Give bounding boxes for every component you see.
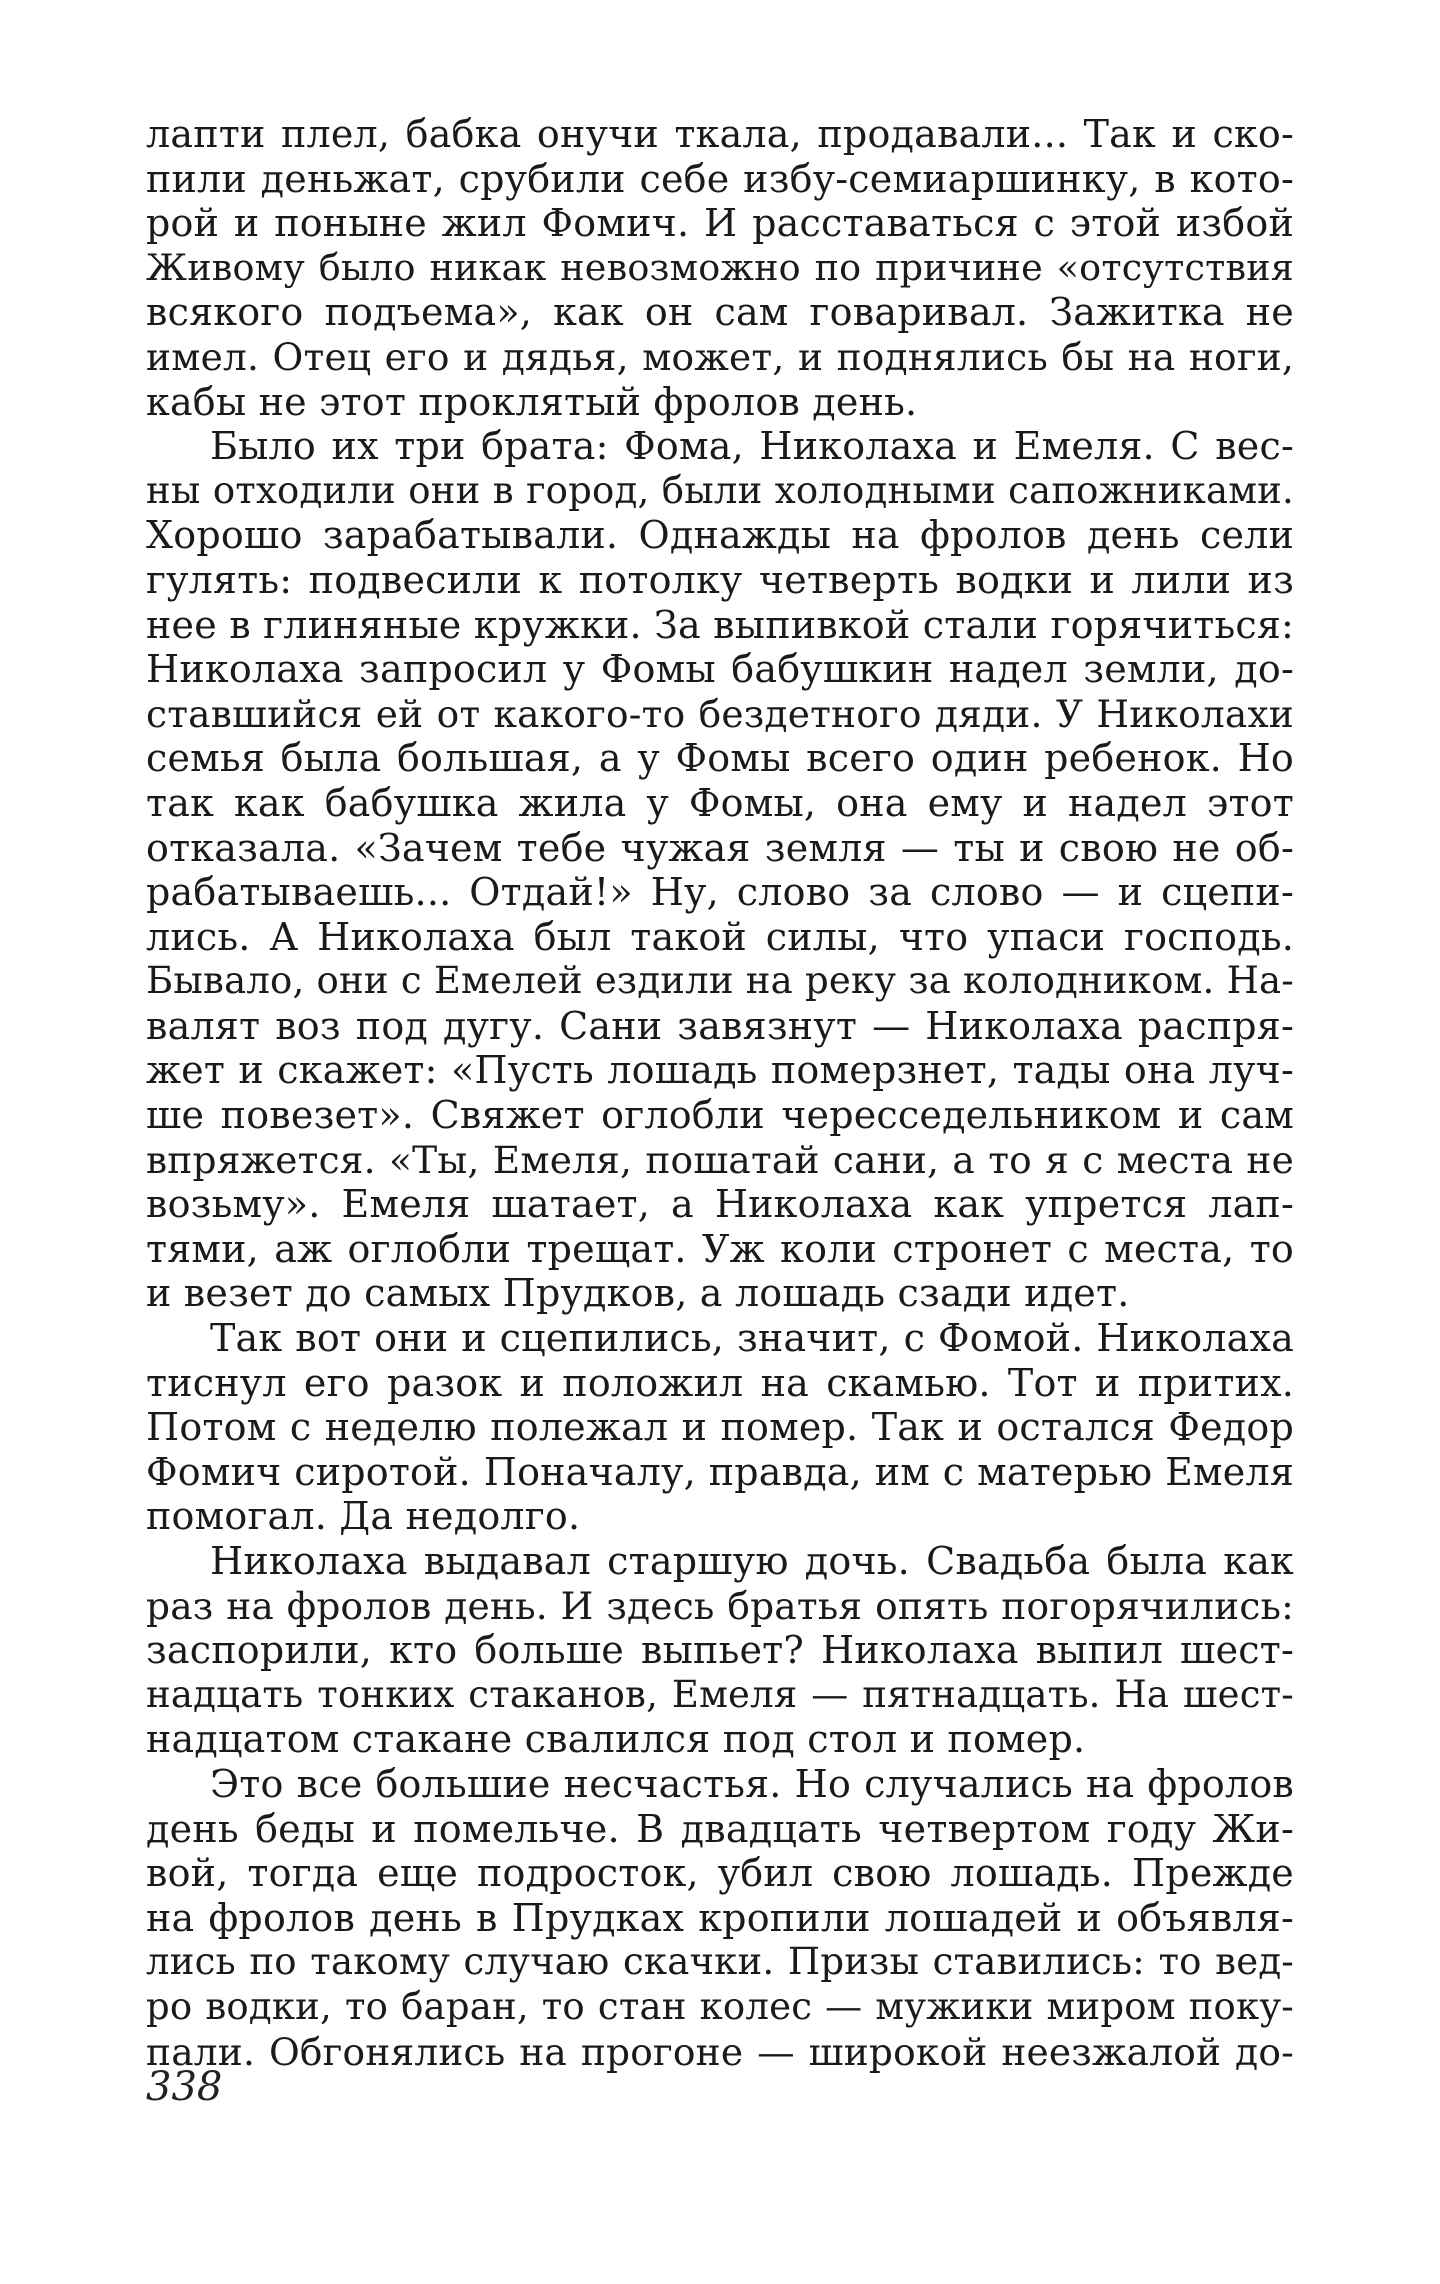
page-number: 338 xyxy=(146,2064,223,2110)
text-line: вой, тогда еще подросток, убил свою лошадь. Прежде xyxy=(146,1851,1294,1896)
text-line: раз на фролов день. И здесь братья опять погорячились: xyxy=(146,1583,1294,1628)
text-line: Это все большие несчастья. Но случались на фролов xyxy=(210,1761,1294,1806)
text-line: заспорили, кто больше выпьет? Николаха выпил шест- xyxy=(146,1628,1294,1673)
text-line: Так вот они и сцепились, значит, с Фомой. Николаха xyxy=(210,1316,1294,1361)
text-line: тями, аж оглобли трещат. Уж коли стронет с места, то xyxy=(146,1226,1294,1271)
text-line: лись. А Николаха был такой силы, что упаси господь. xyxy=(146,914,1294,959)
text-line: жет и скажет: «Пусть лошадь померзнет, тады она луч- xyxy=(146,1048,1294,1093)
text-line: Фомич сиротой. Поначалу, правда, им с матерью Емеля xyxy=(146,1449,1294,1494)
text-line: Хорошо зарабатывали. Однажды на фролов день сели xyxy=(146,513,1294,558)
text-line: на фролов день в Прудках кропили лошадей и объявля- xyxy=(146,1895,1294,1940)
text-line: валят воз под дугу. Сани завязнут — Николаха распря- xyxy=(146,1003,1294,1048)
text-line: нее в глиняные кружки. За выпивкой стали горячиться: xyxy=(146,602,1294,647)
text-line: Было их три брата: Фома, Николаха и Емеля. С вес- xyxy=(210,424,1294,469)
text-line: надцатом стакане свалился под стол и помер. xyxy=(146,1717,1086,1762)
text-line: и везет до самых Прудков, а лошадь сзади идет. xyxy=(146,1271,1130,1316)
text-line: рой и поныне жил Фомич. И расставаться с этой избой xyxy=(146,201,1294,246)
text-line: всякого подъема», как он сам говаривал. Зажитка не xyxy=(146,290,1294,335)
text-line: гулять: подвесили к потолку четверть водки и лили из xyxy=(146,557,1294,602)
text-line: ше повезет». Свяжет оглобли чересседельником и сам xyxy=(146,1093,1294,1138)
text-line: Бывало, они с Емелей ездили на реку за колодником. На- xyxy=(146,959,1294,1003)
text-line: семья была большая, а у Фомы всего один ребенок. Но xyxy=(146,736,1294,781)
text-line: надцать тонких стаканов, Емеля — пятнадцать. На шест- xyxy=(146,1672,1294,1716)
text-line: тиснул его разок и положил на скамью. Тот и притих. xyxy=(146,1360,1294,1405)
text-line: ро водки, то баран, то стан колес — мужики миром поку- xyxy=(146,1984,1294,2028)
text-line: пали. Обгонялись на прогоне — широкой неезжалой до- xyxy=(146,2029,1294,2074)
text-line: ны отходили они в город, были холодными сапожниками. xyxy=(146,468,1294,512)
text-line: возьму». Емеля шатает, а Николаха как упрется лап- xyxy=(146,1182,1294,1227)
body-text xyxy=(146,112,1294,2074)
text-line: так как бабушка жила у Фомы, она ему и надел этот xyxy=(146,780,1294,825)
text-line: день беды и помельче. В двадцать четвертом году Жи- xyxy=(146,1806,1294,1851)
text-line: лапти плел, бабка онучи ткала, продавали... Так и ско- xyxy=(146,112,1294,156)
text-line: Живому было никак невозможно по причине «отсутствия xyxy=(146,245,1294,289)
text-line: Николаха запросил у Фомы бабушкин надел земли, до- xyxy=(146,647,1294,692)
text-line: имел. Отец его и дядья, может, и поднялись бы на ноги, xyxy=(146,334,1294,379)
text-line: рабатываешь... Отдай!» Ну, слово за слово — и сцепи- xyxy=(146,870,1294,915)
text-line: лись по такому случаю скачки. Призы ставились: то вед- xyxy=(146,1940,1294,1984)
text-line: Потом с неделю полежал и помер. Так и остался Федор xyxy=(146,1405,1294,1450)
text-line: впряжется. «Ты, Емеля, пошатай сани, а то я с места не xyxy=(146,1137,1294,1182)
text-line: Николаха выдавал старшую дочь. Свадьба была как xyxy=(210,1539,1294,1583)
text-line: отказала. «Зачем тебе чужая земля — ты и свою не об- xyxy=(146,825,1294,870)
text-line: ставшийся ей от какого-то бездетного дяди. У Николахи xyxy=(146,691,1294,736)
text-line: помогал. Да недолго. xyxy=(146,1494,581,1539)
text-line: пили деньжат, срубили себе избу-семиаршинку, в кото- xyxy=(146,156,1294,201)
text-line: кабы не этот проклятый фролов день. xyxy=(146,379,918,424)
